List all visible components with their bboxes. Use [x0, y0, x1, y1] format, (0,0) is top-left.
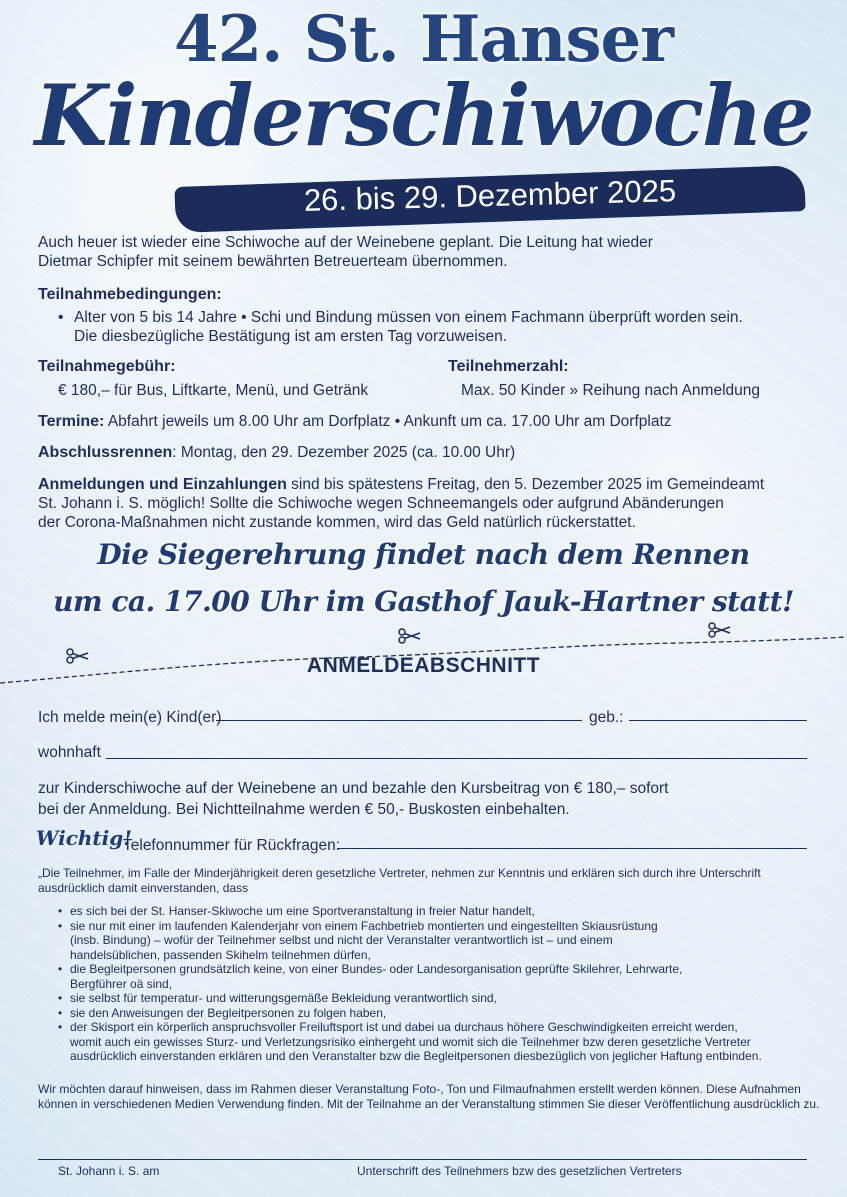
intro-text	[38, 233, 818, 271]
phone-label: Telefonnummer für Rückfragen:	[123, 837, 341, 854]
disclaimer-intro-line-2: ausdrücklich damit einverstanden, dass	[38, 880, 249, 895]
disclaimer-item-line: (insb. Bindung) – wofür der Teilnehmer selbst und nicht der Veranstalter verantwortlich ist – und einem	[70, 933, 613, 947]
disclaimer-item-line: Bergführer oä sind,	[70, 976, 173, 991]
address-field[interactable]	[106, 758, 807, 759]
bullet-dot: •	[58, 309, 64, 326]
media-line-1: Wir möchten darauf hinweisen, dass im Rahmen dieser Veranstaltung Foto-, Ton und Filmaufnahmen erstellt werden können. Diese Aufnahmen	[38, 1082, 801, 1096]
disclaimer-item-line: sie selbst für temperatur- und witterungsgemäße Bekleidung verantwortlich sind,	[70, 991, 497, 1005]
award-line-1: Die Siegerehrung findet nach dem Rennen	[97, 538, 750, 571]
conditions-line-2: Die diesbezügliche Bestätigung ist am ersten Tag vorzuweisen.	[74, 328, 508, 345]
list-item	[58, 962, 818, 991]
birth-label: geb.:	[589, 709, 624, 726]
disclaimer-item-line: die Begleitpersonen grundsätzlich keine, von einer Bundes- oder Landesorganisation geprüfte Skilehrer, Lehrwarte,	[70, 962, 683, 976]
disclaimer-intro	[38, 866, 818, 895]
title-line-2: Kinderschiwoche	[34, 66, 813, 165]
statement-line-1: zur Kinderschiwoche auf der Weinebene an und bezahle den Kursbeitrag von € 180,– sofort	[38, 780, 669, 797]
bullet-dot: •	[58, 1005, 63, 1020]
disclaimer-item-line: ausdrücklich einverstanden erklären und den Veranstalter bzw die Begleitpersonen diesbezüglich von jeglicher Haftung entbinden.	[70, 1049, 762, 1063]
disclaimer-item-line: sie nur mit einer im laufenden Kalenderjahr von einem Fachbetrieb montierten und eingestellten Skiausrüstung	[70, 918, 658, 933]
disclaimer-item-line: sie den Anweisungen der Begleitpersonen zu folgen haben,	[70, 1005, 387, 1020]
bullet-dot: •	[58, 918, 63, 933]
conditions-line-1: Alter von 5 bis 14 Jahre • Schi und Bindung müssen von einem Fachmann überprüft worden sein.	[74, 309, 743, 326]
birth-date-field[interactable]	[629, 720, 807, 721]
award-line-2: um ca. 17.00 Uhr im Gasthof Jauk-Hartner statt!	[53, 585, 794, 618]
fee-text: € 180,– für Bus, Liftkarte, Menü, und Getränk	[58, 382, 369, 399]
list-item	[58, 904, 818, 919]
disclaimer-item-line: der Skisport ein körperlich anspruchsvoller Freiluftsport ist und dabei ua durchaus höhere Geschwindigkeiten erreicht werden,	[70, 1020, 738, 1034]
registration-line-3: der Corona-Maßnahmen nicht zustande kommen, wird das Geld natürlich rückerstattet.	[38, 514, 636, 531]
list-item	[58, 919, 818, 963]
media-notice	[38, 1082, 828, 1111]
statement-line-2: bei der Anmeldung. Bei Nichtteilnahme werden € 50,- Buskosten einbehalten.	[38, 801, 570, 818]
conditions-bullet	[58, 308, 818, 346]
registration-line-2: St. Johann i. S. möglich! Sollte die Schiwoche wegen Schneemangels oder aufgrund Abänderungen	[38, 495, 724, 512]
date-banner-text: 26. bis 29. Dezember 2025	[303, 173, 677, 218]
bullet-dot: •	[58, 904, 63, 918]
participants-text: Max. 50 Kinder » Reihung nach Anmeldung	[461, 382, 761, 399]
dates-info-label: Termine:	[38, 413, 105, 430]
conditions-heading: Teilnahmebedingungen:	[38, 286, 222, 303]
disclaimer-item-line: womit auch ein gewisses Sturz- und Verletzungsrisiko einhergeht und womit sich die Teilnehmer bzw deren gesetzliche Vertreter	[70, 1034, 751, 1049]
final-race-text: : Montag, den 29. Dezember 2025 (ca. 10.00 Uhr)	[172, 444, 516, 461]
registration-label: Anmeldungen und Einzahlungen	[38, 476, 287, 493]
list-item	[58, 1006, 818, 1021]
intro-line-2: Dietmar Schipfer mit seinem bewährten Betreuerteam übernommen.	[38, 253, 508, 270]
intro-line-1: Auch heuer ist wieder eine Schiwoche auf der Weinebene geplant. Die Leitung hat wieder	[38, 234, 653, 251]
child-label: Ich melde mein(e) Kind(er)	[38, 709, 222, 726]
media-line-2: können in verschiedenen Medien Verwendung finden. Mit der Teilnahme an der Veranstaltung stimmen Sie dieser Veröffentlichung ausdrücklich zu.	[38, 1096, 820, 1111]
registration-text	[38, 475, 828, 532]
signature-line[interactable]	[38, 1159, 807, 1160]
phone-field[interactable]	[337, 848, 807, 849]
signature-label: Unterschrift des Teilnehmers bzw des gesetzlichen Vertreters	[357, 1164, 682, 1178]
address-label: wohnhaft	[38, 744, 101, 761]
important-label: Wichtig!	[36, 826, 133, 850]
dates-info	[38, 412, 672, 431]
form-heading: ANMELDEABSCHNITT	[306, 654, 541, 677]
final-race	[38, 443, 515, 462]
bullet-dot: •	[58, 962, 63, 976]
disclaimer-intro-line-1: „Die Teilnehmer, im Falle der Minderjährigkeit deren gesetzliche Vertreter, nehmen zur Kenntnis und erklären sich durch ihre Unterschrift	[38, 866, 761, 880]
dates-info-text: Abfahrt jeweils um 8.00 Uhr am Dorfplatz • Ankunft um ca. 17.00 Uhr am Dorfplatz	[107, 413, 672, 430]
disclaimer-item-line: es sich bei der St. Hanser-Skiwoche um eine Sportveranstaltung in freier Natur handelt,	[70, 904, 535, 918]
bullet-dot: •	[58, 1020, 63, 1034]
disclaimer-list	[58, 904, 818, 1064]
bullet-dot: •	[58, 991, 63, 1005]
final-race-label: Abschlussrennen	[38, 444, 173, 461]
registration-line-1: sind bis spätestens Freitag, den 5. Dezember 2025 im Gemeindeamt	[286, 476, 765, 493]
disclaimer-item-line: handelsüblichen, passenden Skihelm teilnehmen dürfen,	[70, 947, 371, 962]
form-statement	[38, 778, 818, 820]
child-name-field[interactable]	[216, 720, 582, 721]
fee-heading: Teilnahmegebühr:	[38, 358, 176, 375]
title-line-1: 42. St. Hanser	[174, 2, 673, 77]
scissors-icon	[398, 628, 422, 644]
list-item	[58, 991, 818, 1006]
participants-heading: Teilnehmerzahl:	[448, 358, 569, 375]
list-item	[58, 1020, 818, 1064]
scissors-icon	[708, 622, 732, 638]
place-label: St. Johann i. S. am	[58, 1164, 160, 1178]
